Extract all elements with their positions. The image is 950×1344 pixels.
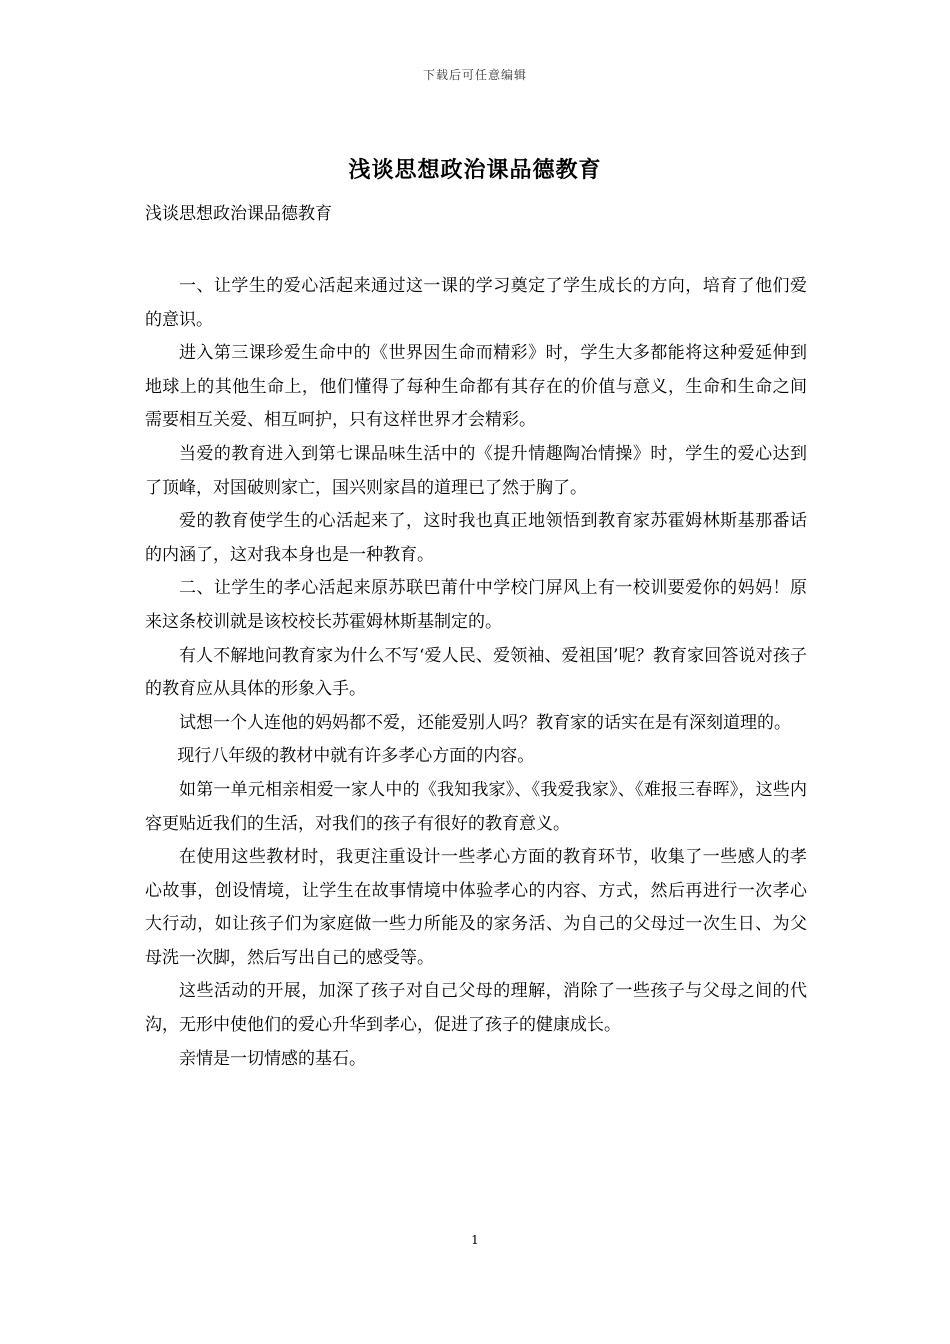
paragraph: 如第一单元相亲相爱一家人中的《我知我家》、《我爱我家》、《难报三春晖》，这些内容更贴近我们的生活，对我们的孩子有很好的教育意义。	[145, 779, 807, 834]
paragraph: 亲情是一切情感的基石。	[179, 1048, 366, 1069]
paragraph: 当爱的教育进入到第七课品味生活中的《提升情趣陶冶情操》时，学生的爱心达到了顶峰，对国破则家亡，国兴则家昌的道理已了然于胸了。	[145, 443, 807, 498]
paragraph: 现行八年级的教材中就有许多孝心方面的内容。	[177, 746, 535, 767]
paragraph: 爱的教育使学生的心活起来了，这时我也真正地领悟到教育家苏霍姆林斯基那番话的内涵了，这对我本身也是一种教育。	[145, 511, 807, 565]
paragraph: 这些活动的开展，加深了孩子对自己父母的理解，消除了一些孩子与父母之间的代沟，无形中使他们的爱心升华到孝心，促进了孩子的健康成长。	[145, 981, 807, 1036]
paragraph: 二、让学生的孝心活起来原苏联巴莆什中学校门屏风上有一校训要爱你的妈妈！原来这条校训就是该校校长苏霍姆林斯基制定的。	[145, 578, 807, 632]
paragraph: 一、让学生的爱心活起来通过这一课的学习奠定了学生成长的方向，培育了他们爱的意识。	[145, 276, 807, 330]
document-body	[145, 270, 807, 1076]
paragraph: 试想一个人连他的妈妈都不爱，还能爱别人吗？教育家的话实在是有深刻道理的。	[179, 712, 791, 733]
paragraph: 在使用这些教材时，我更注重设计一些孝心方面的教育环节，收集了一些感人的孝心故事，创设情境，让学生在故事情境中体验孝心的内容、方式，然后再进行一次孝心大行动，如让孩子们为家庭做一些力所能及的家务活、为自己的父母过一次生日、为父母洗一次脚，然后写出自己的感受等。	[145, 847, 807, 968]
paragraph: 进入第三课珍爱生命中的《世界因生命而精彩》时，学生大多都能将这种爱延伸到地球上的其他生命上，他们懂得了每种生命都有其存在的价值与意义，生命和生命之间需要相互关爱、相互呵护，只有这样世界才会精彩。	[145, 343, 807, 431]
document-title: 浅谈思想政治课品德教育	[348, 157, 602, 183]
page-number: 1	[471, 1233, 479, 1247]
paragraph: 有人不解地问教育家为什么不写‘爱人民、爱领袖、爱祖国’呢？教育家回答说对孩子的教育应从具体的形象入手。	[145, 645, 807, 700]
header-note: 下载后可任意编辑	[422, 68, 527, 82]
document-subtitle: 浅谈思想政治课品德教育	[145, 204, 332, 224]
